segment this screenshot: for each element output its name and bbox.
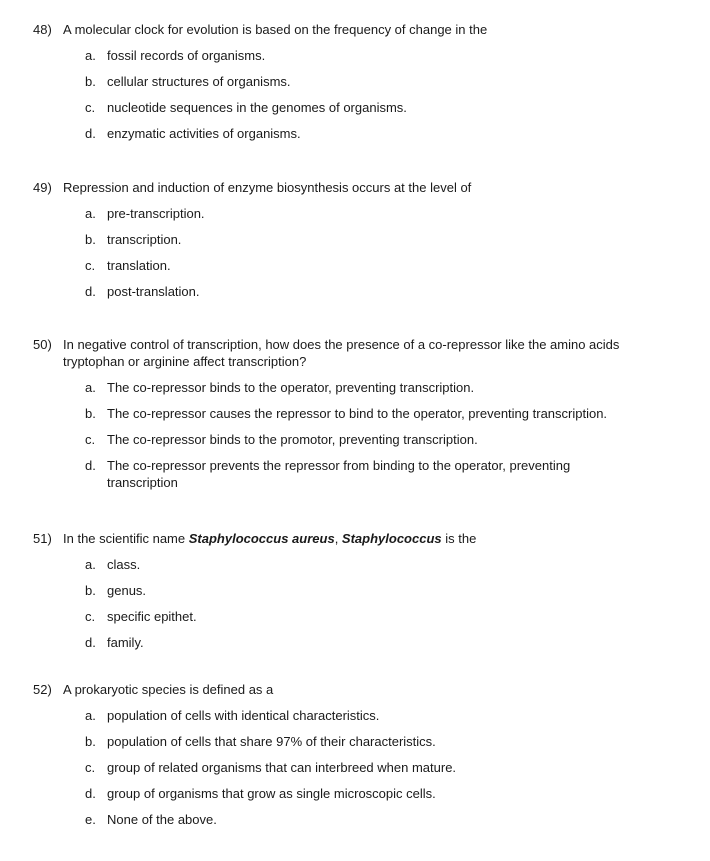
option-letter: d. [85,458,96,473]
option-text: genus. [107,583,147,598]
option [33,257,673,274]
option-text: cellular structures of organisms. [107,74,291,89]
option-letter: b. [85,406,96,421]
option-letter: a. [85,48,96,63]
option [33,47,673,64]
option-letter: d. [85,284,96,299]
stem-text: is the [441,531,477,546]
question-48 [33,21,673,142]
option-text: pre-transcription. [107,206,205,221]
option [33,99,673,116]
option-text: class. [107,557,141,572]
question-stem: In negative control of transcription, how does the presence of a co-repressor like the amino acids tryptophan or arginine affect transcription? [63,337,620,369]
option [33,759,673,776]
question-number: 52) [33,682,52,697]
option [33,457,673,491]
genus-name: Staphylococcus [341,531,442,546]
option [33,125,673,142]
stem-text: , [334,531,342,546]
option-letter: a. [85,206,96,221]
option [33,733,673,750]
option [33,811,673,828]
stem-text: In the scientific name [63,531,189,546]
option [33,634,673,651]
question-52 [33,681,673,828]
option-text: None of the above. [107,812,217,827]
option-letter: c. [85,100,96,115]
option-letter: d. [85,126,96,141]
option-letter: e. [85,812,96,827]
question-number: 50) [33,337,52,352]
option-letter: a. [85,708,96,723]
question-50 [33,336,673,491]
option-text: specific epithet. [107,609,197,624]
option-letter: a. [85,380,96,395]
option [33,379,673,396]
option [33,405,673,422]
scientific-name: Staphylococcus aureus [188,531,335,546]
option-text: The co-repressor prevents the repressor from binding to the operator, preventing transcription [107,458,571,490]
question-stem: Repression and induction of enzyme biosynthesis occurs at the level of [63,180,472,195]
option-letter: c. [85,760,96,775]
option-text: group of organisms that grow as single microscopic cells. [107,786,436,801]
option [33,556,673,573]
option-text: The co-repressor causes the repressor to bind to the operator, preventing transcription. [107,406,608,421]
option-text: The co-repressor binds to the operator, preventing transcription. [107,380,475,395]
option [33,231,673,248]
question-number: 49) [33,180,52,195]
option-letter: c. [85,609,96,624]
option-letter: b. [85,583,96,598]
option-letter: c. [85,432,96,447]
question-51 [33,530,673,651]
option-text: population of cells that share 97% of their characteristics. [107,734,436,749]
question-stem: A molecular clock for evolution is based on the frequency of change in the [63,22,488,37]
option-text: nucleotide sequences in the genomes of organisms. [107,100,407,115]
option-letter: b. [85,232,96,247]
option-text: transcription. [107,232,182,247]
option-letter: b. [85,74,96,89]
option-letter: a. [85,557,96,572]
option [33,73,673,90]
option [33,785,673,802]
option-letter: b. [85,734,96,749]
option-text: population of cells with identical characteristics. [107,708,380,723]
option-text: fossil records of organisms. [107,48,266,63]
question-stem [63,530,673,547]
option-text: family. [107,635,144,650]
option [33,205,673,222]
option [33,582,673,599]
question-number: 51) [33,531,52,546]
option-text: translation. [107,258,171,273]
option [33,608,673,625]
question-number: 48) [33,22,52,37]
option [33,283,673,300]
question-49 [33,179,673,300]
option-text: enzymatic activities of organisms. [107,126,301,141]
question-stem: A prokaryotic species is defined as a [63,682,274,697]
option [33,707,673,724]
option-letter: d. [85,635,96,650]
option [33,431,673,448]
option-text: The co-repressor binds to the promotor, preventing transcription. [107,432,478,447]
option-text: group of related organisms that can interbreed when mature. [107,760,457,775]
option-text: post-translation. [107,284,200,299]
option-letter: d. [85,786,96,801]
option-letter: c. [85,258,96,273]
